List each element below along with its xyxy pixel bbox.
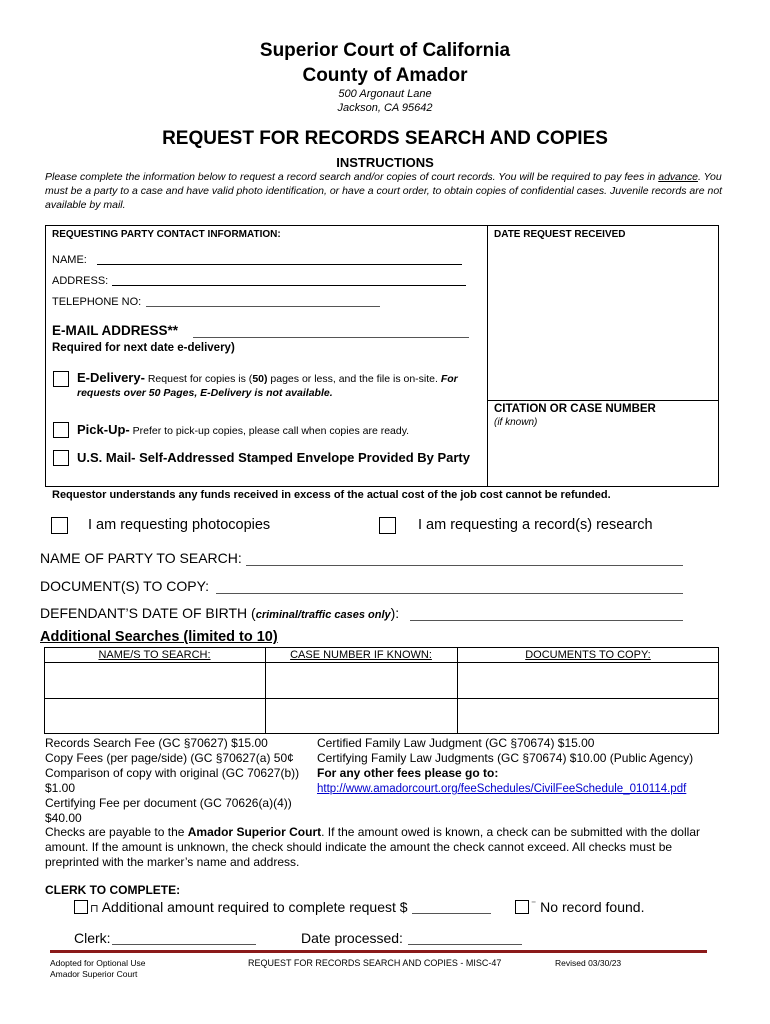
table-cell[interactable] bbox=[45, 699, 264, 733]
footer-form-id: REQUEST FOR RECORDS SEARCH AND COPIES - MISC-47 bbox=[248, 958, 502, 968]
if-known-label: (if known) bbox=[494, 417, 538, 428]
citation-label: CITATION OR CASE NUMBER bbox=[494, 403, 656, 415]
email-label: E-MAIL ADDRESS** bbox=[52, 323, 179, 338]
email-field[interactable] bbox=[193, 337, 469, 338]
fee-line: Certified Family Law Judgment (GC §70674) $15.00 bbox=[317, 736, 595, 750]
fee-line: Copy Fees (per page/side) (GC §70627(a) 50¢ bbox=[45, 751, 294, 765]
county-name: County of Amador bbox=[302, 65, 468, 86]
name-label: NAME: bbox=[52, 254, 87, 266]
additional-amount-label: ⊓ Additional amount required to complete request $ bbox=[90, 899, 408, 915]
date-processed-field[interactable] bbox=[408, 944, 522, 945]
footer-revised: Revised 03/30/23 bbox=[555, 958, 622, 968]
form-title: REQUEST FOR RECORDS SEARCH AND COPIES bbox=[162, 128, 608, 149]
table-cell[interactable] bbox=[45, 663, 264, 697]
address-label: ADDRESS: bbox=[52, 275, 109, 287]
research-checkbox[interactable] bbox=[379, 517, 396, 534]
court-address-line1: 500 Argonaut Lane bbox=[338, 88, 432, 100]
dob-field[interactable] bbox=[410, 620, 683, 621]
clerk-field[interactable] bbox=[112, 944, 256, 945]
edelivery-checkbox[interactable] bbox=[53, 371, 69, 387]
no-record-label: ⁻ No record found. bbox=[531, 899, 645, 915]
clerk-heading: CLERK TO COMPLETE: bbox=[45, 883, 181, 897]
footer-adopted bbox=[50, 958, 145, 980]
party-search-label: NAME OF PARTY TO SEARCH: bbox=[40, 550, 242, 566]
box-glyph: ⊓ bbox=[90, 903, 99, 915]
adopted-line: Adopted for Optional Use bbox=[50, 958, 146, 968]
party-search-field[interactable] bbox=[246, 565, 683, 566]
fee-line: Comparison of copy with original (GC 70627(b)) $1.00 bbox=[45, 766, 300, 795]
dob-label: DEFENDANT’S DATE OF BIRTH (criminal/traffic cases only): bbox=[40, 605, 400, 621]
date-processed-label: Date processed: bbox=[301, 930, 403, 946]
additional-amount-checkbox[interactable] bbox=[74, 900, 88, 914]
edelivery-option: E-Delivery- Request for copies is (50) pages or less, and the file is on-site. For requests over 50 Pages, E-Delivery is not available. bbox=[77, 370, 458, 399]
col-header-case: CASE NUMBER IF KNOWN: bbox=[290, 649, 432, 661]
date-received-label: DATE REQUEST RECEIVED bbox=[494, 229, 626, 240]
telephone-field[interactable] bbox=[146, 306, 380, 307]
fees-right bbox=[317, 736, 727, 797]
no-record-checkbox[interactable] bbox=[515, 900, 529, 914]
col-header-names: NAME/S TO SEARCH: bbox=[98, 649, 211, 661]
adopted-line: Amador Superior Court bbox=[50, 969, 138, 979]
fee-line: Certifying Fee per document (GC 70626(a)(4)) $40.00 bbox=[45, 796, 292, 825]
table-cell[interactable] bbox=[458, 699, 718, 733]
name-field[interactable] bbox=[97, 264, 462, 265]
side-panel-divider bbox=[488, 400, 719, 401]
contact-heading: REQUESTING PARTY CONTACT INFORMATION: bbox=[52, 229, 281, 240]
other-fees-label: For any other fees please go to: bbox=[317, 766, 499, 780]
court-name: Superior Court of California bbox=[259, 40, 511, 61]
address-field[interactable] bbox=[112, 285, 466, 286]
pickup-checkbox[interactable] bbox=[53, 422, 69, 438]
pickup-option: Pick-Up- Prefer to pick-up copies, please call when copies are ready. bbox=[77, 422, 410, 437]
fee-line: Records Search Fee (GC §70627) $15.00 bbox=[45, 736, 268, 750]
fee-line: Certifying Family Law Judgments (GC §70674) $10.00 (Public Agency) bbox=[317, 751, 694, 765]
email-note: Required for next date e-delivery) bbox=[52, 342, 235, 354]
table-cell[interactable] bbox=[266, 663, 456, 697]
instructions-heading: INSTRUCTIONS bbox=[336, 155, 434, 170]
additional-heading: Additional Searches (limited to 10) bbox=[40, 629, 278, 645]
documents-field[interactable] bbox=[216, 593, 683, 594]
fee-schedule-link[interactable]: http://www.amadorcourt.org/feeSchedules/CivilFeeSchedule_010114.pdf bbox=[317, 783, 687, 795]
col-header-documents: DOCUMENTS TO COPY: bbox=[525, 649, 651, 661]
mail-checkbox[interactable] bbox=[53, 450, 69, 466]
clerk-label: Clerk: bbox=[74, 930, 111, 946]
dash-glyph: ⁻ bbox=[531, 899, 537, 910]
instructions-text: Please complete the information below to request a record search and/or copies of court records. You will be required to pay fees in advance. You must be a party to a case and have valid photo identification, or have a court order, to obtain copies of confidential cases. Juvenile records are not available by mail. bbox=[45, 171, 723, 211]
fees-left bbox=[45, 736, 313, 826]
checks-notice: Checks are payable to the Amador Superior Court. If the amount owed is known, a check can be submitted with the dollar amount. If the amount is unknown, the check should indicate the amount the check cannot exceed. All checks must be preprinted with the marker’s name and address. bbox=[45, 825, 700, 869]
refund-notice: Requestor understands any funds received in excess of the actual cost of the job cost cannot be refunded. bbox=[52, 489, 611, 501]
research-label: I am requesting a record(s) research bbox=[418, 517, 653, 533]
table-cell[interactable] bbox=[458, 663, 718, 697]
documents-label: DOCUMENT(S) TO COPY: bbox=[40, 578, 210, 594]
contact-box-divider bbox=[487, 225, 488, 487]
table-cell[interactable] bbox=[266, 699, 456, 733]
court-address-line2: Jackson, CA 95642 bbox=[337, 102, 433, 114]
mail-option: U.S. Mail- Self-Addressed Stamped Envelope Provided By Party bbox=[77, 450, 470, 465]
footer-rule bbox=[50, 950, 707, 953]
photocopies-label: I am requesting photocopies bbox=[88, 517, 271, 533]
additional-amount-field[interactable] bbox=[412, 913, 491, 914]
photocopies-checkbox[interactable] bbox=[51, 517, 68, 534]
telephone-label: TELEPHONE NO: bbox=[52, 296, 142, 308]
